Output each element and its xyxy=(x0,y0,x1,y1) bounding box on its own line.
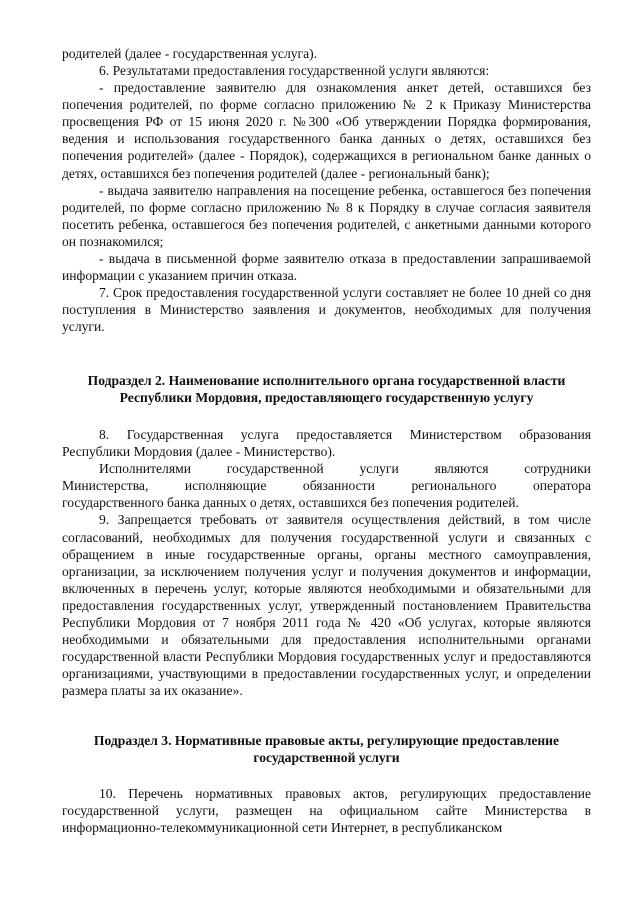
p10: 10. Перечень нормативных правовых актов, регулирующих предоставление государственной услуги, размещен на официальном сайте Министерства в информационно-телекоммуникационной сети Интернет, в республиканском xyxy=(62,786,591,836)
p6-item-2: - выдача заявителю направления на посещение ребенка, оставшегося без попечения родителей, по форме согласно приложению № 8 к Порядку в случае согласия заявителя посетить ребенка, оставшегося без попечения родителей, с анкетными данными которого он познакомился; xyxy=(62,182,591,249)
p8b-word: являются xyxy=(434,461,489,477)
p8b-word: исполняющие xyxy=(184,478,267,494)
p8b-line-3: государственного банка данных о детях, оставшихся без попечения родителей. xyxy=(62,495,519,511)
p7: 7. Срок предоставления государственной услуги составляет не более 10 дней со дня поступления в Министерство заявления и документов, необходимых для получения услуги. xyxy=(62,285,591,335)
intro-line xyxy=(62,45,591,62)
intro-line-text: родителей (далее - государственная услуга). xyxy=(62,46,318,61)
p8b-line-1 xyxy=(62,460,591,477)
p8: 8. Государственная услуга предоставляется Министерством образования Республики Мордовия (далее - Министерство). xyxy=(62,427,591,460)
p8b-line-2 xyxy=(62,477,591,494)
p8b-word: государственной xyxy=(226,461,324,477)
p6-title: 6. Результатами предоставления государственной услуги являются: xyxy=(99,63,490,78)
heading-subsection-2: Подраздел 2. Наименование исполнительного органа государственной власти Республики Мордовия, предоставляющего государственную услугу xyxy=(87,373,566,406)
p9: 9. Запрещается требовать от заявителя осуществления действий, в том числе согласований, необходимых для получения государственной услуги и связанных с обращением в иные государственные органы, органы местного самоуправления, организации, за исключением получения услуг и получения документов и информации, включенных в перечень услуг, которые являются необходимыми и обязательными для предоставления государственных услуг, утвержденный постановлением Правительства Республики Мордовия от 7 ноября 2011 года № 420 «Об услугах, которые являются необходимыми и обязательными для предоставления исполнительными органами государственной власти Республики Мордовия государственных услуг и предоставляются организациями, участвующими в предоставлении государственных услуг, и определении размера платы за их оказание». xyxy=(62,512,591,699)
p8b-word: Министерства, xyxy=(62,478,149,494)
section-8-9 xyxy=(62,426,591,700)
p8b-word: регионального xyxy=(411,478,497,494)
heading-subsection-3: Подраздел 3. Нормативные правовые акты, регулирующие предоставление государственной услуги xyxy=(93,733,560,766)
section-6 xyxy=(62,62,591,336)
p8b-word: сотрудники xyxy=(524,461,591,477)
p8b-word: Исполнителями xyxy=(99,461,191,477)
p8b-word: обязанности xyxy=(302,478,375,494)
p6-item-1: - предоставление заявителю для ознакомления анкет детей, оставшихся без попечения родителей, по форме согласно приложению № 2 к Приказу Министерства просвещения РФ от 15 июня 2020 г. №300 «Об утверждении Порядка формирования, ведения и использования государственного банка данных о детях, оставшихся без попечения родителей» (далее - Порядок), содержащихся в региональном банке данных о детях, оставшихся без попечения родителей (далее - региональный банк); xyxy=(62,80,591,181)
p8b-word: оператора xyxy=(532,478,591,494)
p6-item-3: - выдача в письменной форме заявителю отказа в предоставлении запрашиваемой информации с указанием причин отказа. xyxy=(62,251,591,284)
section-10 xyxy=(62,785,591,836)
p8b-word: услуги xyxy=(359,461,399,477)
